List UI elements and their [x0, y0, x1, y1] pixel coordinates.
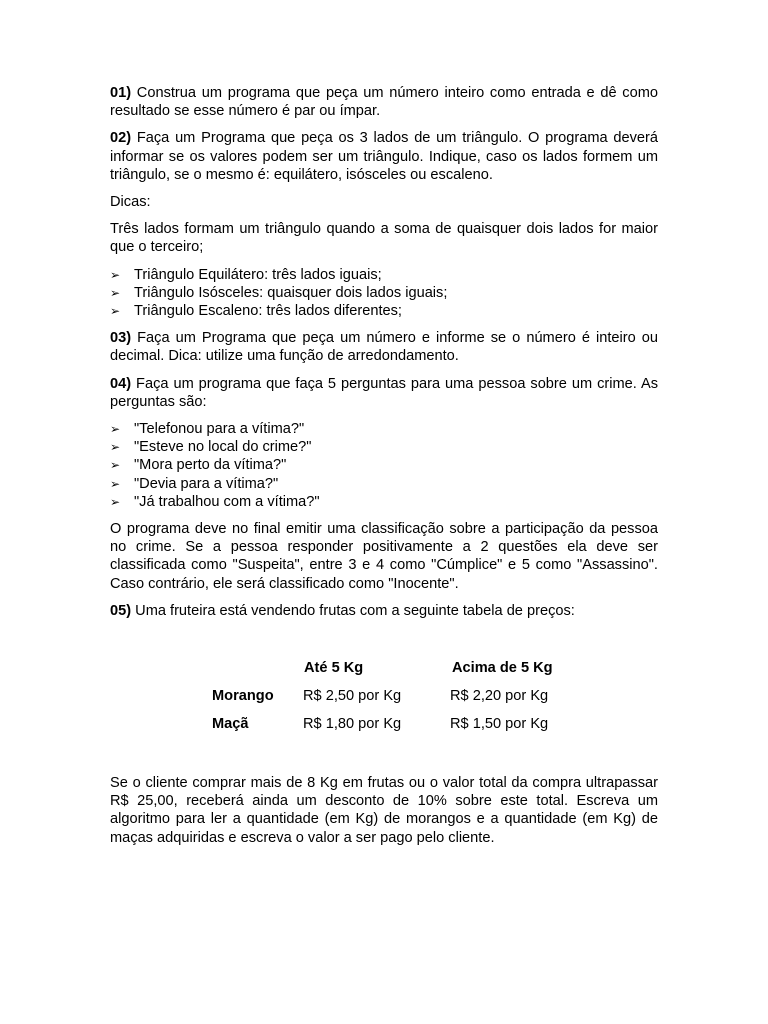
table-cell-price-above-5: R$ 2,20 por Kg [450, 688, 549, 704]
list-item [110, 266, 658, 284]
list-item [110, 438, 658, 456]
exercise-list [110, 84, 658, 620]
question-5-number: 05) [110, 602, 132, 619]
question-5-text: Uma fruteira está vendendo frutas com a seguinte tabela de preços: [131, 602, 575, 619]
question-4 [110, 375, 658, 411]
question-5 [110, 602, 658, 620]
table-cell-price-above-5: R$ 1,50 por Kg [450, 716, 549, 732]
tips-text: Três lados formam um triângulo quando a soma de quaisquer dois lados for maior que o terceiro; [110, 221, 658, 256]
question-4-number: 04) [110, 375, 132, 392]
table-cell-price-up-to-5: R$ 1,80 por Kg [303, 716, 402, 732]
table-row [110, 716, 658, 744]
question-1-text: Construa um programa que peça um número inteiro como entrada e dê como resultado se esse número é par ou ímpar. [110, 85, 658, 120]
question-5-final-text: Se o cliente comprar mais de 8 Kg em frutas ou o valor total da compra ultrapassar R$ 25,00, receberá ainda um desconto de 10% sobre este total. Escreva um algoritmo para ler a quantidade (em Kg) de morangos e a quantidade (em Kg) de maças adquiridas e escreva o valor a ser pago pelo cliente. [110, 775, 658, 846]
list-item-text: "Mora perto da vítima?" [134, 457, 287, 474]
table-header-above-5: Acima de 5 Kg [452, 660, 553, 676]
question-2-text: Faça um Programa que peça os 3 lados de um triângulo. O programa deverá informar se os valores podem ser um triângulo. Indique, caso os lados formem um triângulo, se o mesmo é: equilátero, isósceles ou escaleno. [110, 130, 658, 183]
arrow-bullet-icon: ➢ [110, 494, 121, 509]
table-cell-price-up-to-5: R$ 2,50 por Kg [303, 688, 402, 704]
question-3-number: 03) [110, 330, 132, 347]
triangle-types-list [110, 266, 658, 321]
list-item [110, 302, 658, 320]
arrow-bullet-icon: ➢ [110, 285, 121, 300]
question-3-text: Faça um Programa que peça um número e informe se o número é inteiro ou decimal. Dica: utilize uma função de arredondamento. [110, 330, 658, 365]
list-item-text: "Telefonou para a vítima?" [134, 421, 305, 438]
list-item [110, 456, 658, 474]
table-cell-fruit: Maçã [212, 716, 249, 732]
arrow-bullet-icon: ➢ [110, 304, 121, 319]
question-1-number: 01) [110, 85, 132, 101]
table-header-up-to-5: Até 5 Kg [304, 660, 364, 676]
list-item [110, 493, 658, 511]
list-item-text: "Já trabalhou com a vítima?" [134, 493, 320, 510]
price-table [110, 660, 658, 744]
table-row [110, 688, 658, 716]
question-4-outcome: O programa deve no final emitir uma classificação sobre a participação da pessoa no crime. Se a pessoa responder positivamente a 2 questões ela deve ser classificada como "Suspeita", entre 3 e 4 como "Cúmplice" e 5 como "Assassino". Caso contrário, ele será classificado como "Inocente". [110, 521, 658, 592]
question-4-text: Faça um programa que faça 5 perguntas para uma pessoa sobre um crime. As perguntas são: [110, 375, 658, 410]
arrow-bullet-icon: ➢ [110, 422, 121, 437]
question-1 [110, 84, 658, 120]
list-item-text: "Devia para a vítima?" [134, 475, 279, 492]
list-item-text: Triângulo Equilátero: três lados iguais; [134, 266, 382, 283]
list-item [110, 475, 658, 493]
question-2-number: 02) [110, 130, 132, 147]
list-item [110, 420, 658, 438]
list-item-text: "Esteve no local do crime?" [134, 439, 312, 456]
table-cell-fruit: Morango [212, 688, 274, 704]
tips-label: Dicas: [110, 194, 151, 211]
list-item [110, 284, 658, 302]
table-header-row [110, 660, 658, 688]
list-item-text: Triângulo Isósceles: quaisquer dois lados iguais; [134, 284, 448, 301]
list-item-text: Triângulo Escaleno: três lados diferentes; [134, 303, 402, 320]
arrow-bullet-icon: ➢ [110, 458, 121, 473]
question-3 [110, 329, 658, 365]
arrow-bullet-icon: ➢ [110, 267, 121, 282]
arrow-bullet-icon: ➢ [110, 440, 121, 455]
question-2 [110, 129, 658, 184]
arrow-bullet-icon: ➢ [110, 476, 121, 491]
crime-questions-list [110, 420, 658, 511]
